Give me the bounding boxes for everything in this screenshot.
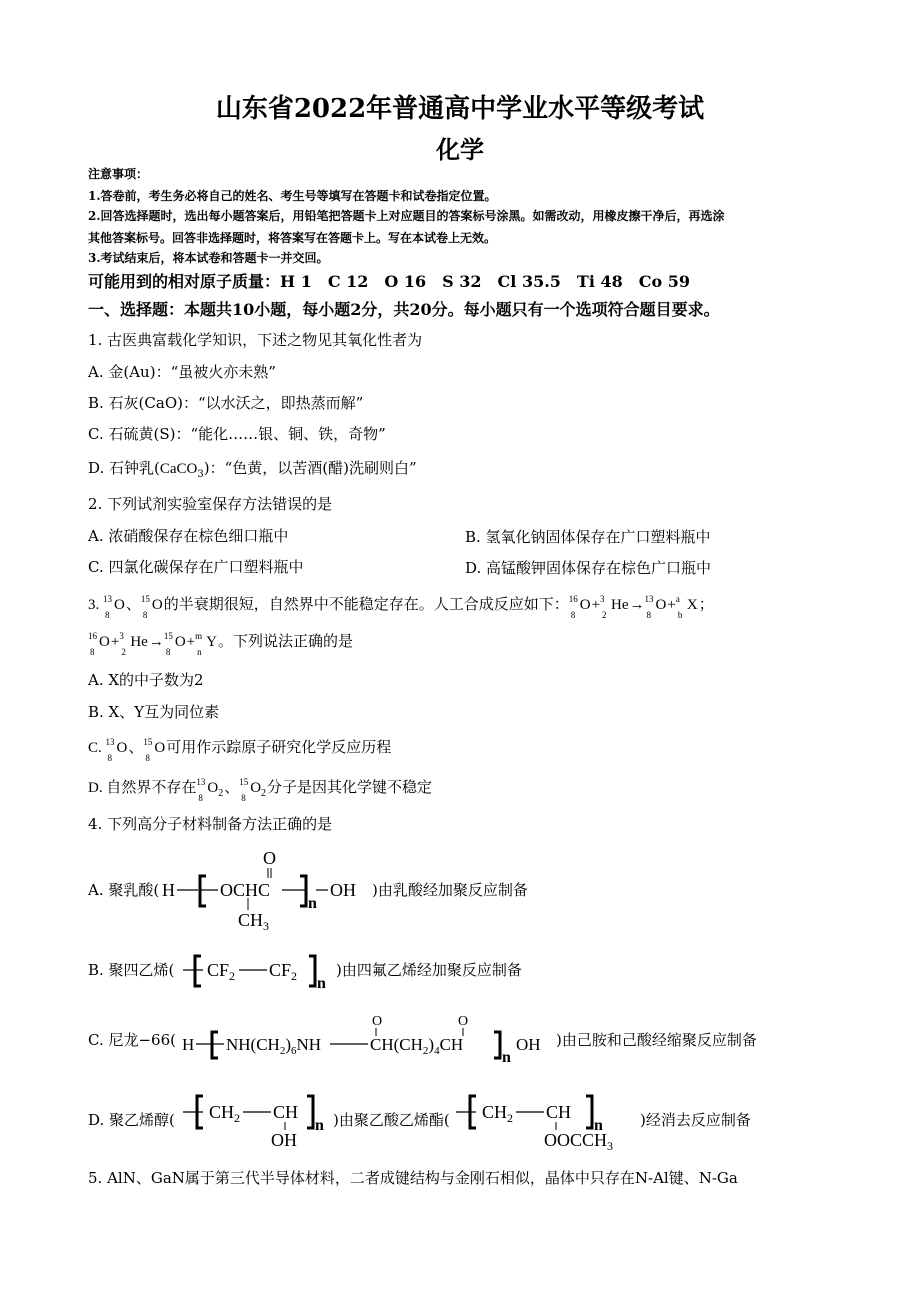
- q4-option-d-label: D. 聚乙烯醇(: [88, 1111, 175, 1129]
- svg-text:H: H: [182, 1035, 195, 1054]
- svg-text:NH(CH2)6NH: $NH(CH_2)_6NH$: [226, 1035, 322, 1057]
- q2-option-b: B. 氢氧化钠固体保存在广口塑料瓶中: [465, 528, 711, 546]
- svg-text:OOCCH3: $OOCCH_3$: [544, 1130, 614, 1153]
- svg-text:OH: OH: [271, 1130, 297, 1150]
- svg-text:CF2: $CF_2$: [269, 960, 298, 983]
- q1-option-a: A. 金(Au)：“虽被火亦未熟”: [88, 363, 276, 381]
- q4-option-d-mid: )由聚乙酸乙烯酯(: [333, 1111, 450, 1129]
- q4-option-a-desc: )由乳酸经加聚反应制备: [372, 881, 528, 899]
- notice-heading: 注意事项：: [88, 167, 149, 181]
- q1-d-pre: D. 石钟乳(: [88, 459, 160, 477]
- svg-text:CH2: $CH_2$: [482, 1102, 514, 1125]
- q1-option-b: B. 石灰(CaO)：“以水沃之，即热蒸而解”: [88, 394, 364, 412]
- svg-text:O: O: [458, 1014, 469, 1029]
- q3-option-b: B. X、Y互为同位素: [88, 703, 220, 721]
- svg-text:n: n: [317, 975, 326, 992]
- q1-option-c: C. 石硫黄(S)：“能化……银、铜、铁，奇物”: [88, 425, 386, 443]
- q4-stem: 4. 下列高分子材料制备方法正确的是: [88, 815, 333, 833]
- q4-d-structure-pva: [183, 1090, 333, 1152]
- q4-option-b-label: B. 聚四乙烯(: [88, 961, 175, 979]
- svg-text:OH: OH: [516, 1035, 541, 1054]
- svg-text:CF2: $CF_2$: [207, 960, 236, 983]
- notice-item-2: 2.回答选择题时，选出每小题答案后，用铅笔把答题卡上对应题目的答案标号涂黑。如需改动，用橡皮擦干净后，再选涂: [88, 209, 725, 223]
- q4-option-a-label: A. 聚乳酸(: [88, 881, 160, 899]
- q5-stem: 5. AlN、GaN属于第三代半导体材料，二者成键结构与金刚石相似，晶体中只存在N-Al键、N-Ga: [88, 1169, 738, 1187]
- atomic-masses: 可能用到的相对原子质量：H 1 C 12 O 16 S 32 Cl 35.5 Ti 48 Co 59: [88, 272, 690, 291]
- q2-option-a: A. 浓硝酸保存在棕色细口瓶中: [88, 527, 289, 545]
- q4-option-b-desc: )由四氟乙烯经加聚反应制备: [336, 961, 522, 979]
- svg-text:CH: CH: [273, 1102, 299, 1122]
- svg-text:CH2: $CH_2$: [209, 1102, 241, 1125]
- isotope-o13: 13 8 O: [103, 594, 125, 620]
- svg-text:O: O: [263, 848, 276, 868]
- q4-option-c-desc: )由己胺和己酸经缩聚反应制备: [556, 1031, 757, 1049]
- q3-line-1: 3. 13 8 O、 15 8 O的半衰期很短，自然界中不能稳定存在。人工合成反应如下： 16 8 O+ 3 2 He→ 13 8 O+ a b X；: [88, 594, 714, 620]
- notice-item-2-cont: 其他答案标号。回答非选择题时，将答案写在答题卡上。写在本试卷上无效。: [88, 231, 497, 245]
- isotope-o15: 15 8 O: [140, 594, 163, 620]
- svg-text:n: n: [502, 1049, 511, 1066]
- q2-option-d: D. 高锰酸钾固体保存在棕色广口瓶中: [465, 559, 712, 577]
- svg-text:CH3: $CH_3$: [238, 910, 270, 933]
- q4-a-structure: [160, 846, 370, 934]
- svg-text:H: H: [162, 880, 175, 900]
- q4-d-structure-pvac: [452, 1090, 642, 1154]
- section-heading: 一、选择题：本题共10小题，每小题2分，共20分。每小题只有一个选项符合题目要求。: [88, 300, 720, 319]
- svg-text:n: n: [308, 895, 317, 912]
- exam-subject: 化学: [436, 135, 484, 164]
- q1-d-formula: CaCO: [159, 461, 198, 477]
- svg-text:O: O: [372, 1014, 383, 1029]
- q1-d-sub: 3: [197, 469, 204, 480]
- q2-option-c: C. 四氯化碳保存在广口塑料瓶中: [88, 558, 304, 576]
- q4-c-structure: [180, 1010, 556, 1070]
- svg-text:OCHC: OCHC: [220, 880, 271, 900]
- q4-option-d-desc: )经消去反应制备: [640, 1111, 751, 1129]
- svg-text:CH: CH: [546, 1102, 572, 1122]
- svg-text:n: n: [594, 1117, 603, 1134]
- q3-line-2: 16 8 O+ 3 2 He→ 15 8 O+ m n Y。下列说法正确的是: [88, 631, 353, 657]
- q4-option-c-label: C. 尼龙−66(: [88, 1031, 176, 1049]
- svg-text:CH(CH2)4CH: $CH(CH_2)_4CH$: [370, 1035, 464, 1057]
- q1-option-d: [88, 458, 417, 485]
- svg-text:n: n: [315, 1117, 324, 1134]
- notice-item-3: 3.考试结束后，将本试卷和答题卡一并交回。: [88, 251, 329, 265]
- q1-d-post: )：“色黄，以苦酒(醋)洗刷则白”: [203, 459, 417, 477]
- q3-option-c: C. 13 8 O、 15 8 O可用作示踪原子研究化学反应历程: [88, 737, 392, 763]
- exam-title: 山东省2022年普通高中学业水平等级考试: [215, 94, 705, 124]
- q2-stem: 2. 下列试剂实验室保存方法错误的是: [88, 495, 333, 513]
- notice-item-1: 1.答卷前，考生务必将自己的姓名、考生号等填写在答题卡和试卷指定位置。: [88, 189, 497, 203]
- q4-b-structure: [183, 948, 333, 994]
- q3-option-a: A. X的中子数为2: [88, 671, 204, 689]
- svg-text:OH: OH: [330, 880, 356, 900]
- q3-option-d: D. 自然界不存在 13 8 $O_2$、 15 8 $O_2$分子是因其化学键不稳定: [88, 777, 433, 803]
- q1-stem: 1. 古医典富载化学知识，下述之物见其氧化性者为: [88, 331, 423, 349]
